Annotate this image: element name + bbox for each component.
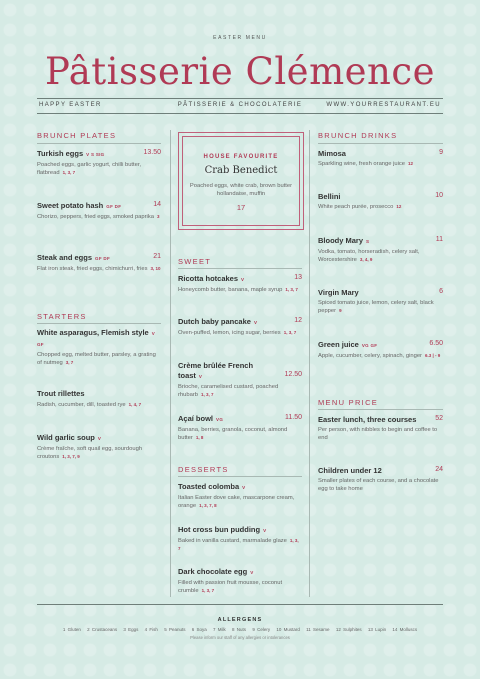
allergen-entry: 13 Lupin xyxy=(367,627,387,632)
item-name: Dark chocolate egg xyxy=(178,567,248,576)
section-rule xyxy=(318,143,443,144)
section-title-desserts: DESSERTS xyxy=(178,465,229,474)
item-name: Bellini xyxy=(318,192,341,201)
section-title-brunch-drinks: BRUNCH DRINKS xyxy=(318,131,398,140)
featured-label: HOUSE FAVOURITE xyxy=(203,154,279,160)
item-name: Easter lunch, three courses xyxy=(318,415,417,424)
item-price: 12 xyxy=(294,317,302,324)
item-description: Brioche, caramelised custard, poached rhubarb xyxy=(178,384,279,398)
menu-item xyxy=(318,415,443,442)
item-tag: S xyxy=(366,239,370,244)
item-allergens: 3, 7 xyxy=(65,360,74,365)
allergens-title: ALLERGENS xyxy=(217,617,263,623)
item-description: Oven-puffed, lemon, icing sugar, berries xyxy=(178,330,281,336)
item-allergens: 1, 3, 7 xyxy=(201,588,215,593)
menu-item xyxy=(318,149,443,168)
item-price: 24 xyxy=(435,466,443,473)
item-allergens: 1, 3, 7, 8 xyxy=(199,503,217,508)
menu-item xyxy=(37,201,161,221)
item-allergens: 1, 4, 7 xyxy=(128,402,142,407)
section-rule xyxy=(37,323,161,324)
item-tag: V S SIG xyxy=(86,152,105,157)
item-name: Steak and eggs xyxy=(37,253,93,262)
menu-item xyxy=(37,433,161,461)
item-name: Dutch baby pancake xyxy=(178,317,251,326)
menu-item xyxy=(318,192,443,211)
item-description: Banana, berries, granola, coconut, almond butter xyxy=(178,427,288,441)
item-description: Crème fraîche, soft quail egg, sourdough croutons xyxy=(37,446,143,460)
item-allergens: 3, 4, 9 xyxy=(359,257,373,262)
featured-name: Crab Benedict xyxy=(204,165,278,176)
menu-item xyxy=(178,361,302,399)
item-description: Baked in vanilla custard, marmalade glaze xyxy=(178,538,287,544)
allergen-entry: 12 Sulphites xyxy=(335,627,362,632)
section-title-menu-price: MENU PRICE xyxy=(318,398,379,407)
item-allergens: 1, 3, 7 xyxy=(285,287,298,292)
item-allergens: 9 xyxy=(339,308,342,313)
item-description: Filled with passion fruit mousse, coconut crumble xyxy=(178,580,283,594)
menu-item xyxy=(37,389,161,409)
item-tag: V xyxy=(263,528,267,533)
item-allergens: 1, 3, 7 xyxy=(62,170,76,175)
section-rule xyxy=(178,476,302,477)
item-allergens: 1, 3, 7 xyxy=(178,538,299,551)
item-name: Açaí bowl xyxy=(178,414,214,423)
featured-price: 17 xyxy=(236,203,246,212)
menu-item xyxy=(178,482,302,510)
item-description: Per person, with nibbles to begin and coffee to end xyxy=(318,427,438,441)
menu-item xyxy=(37,149,161,177)
item-name: Crème brûlée French toast xyxy=(178,361,254,380)
section-rule xyxy=(318,409,443,410)
item-allergens: 12 xyxy=(408,161,414,166)
item-description: White peach purée, prosecco xyxy=(318,204,394,210)
allergen-entry: 8 Nuts xyxy=(232,627,247,632)
header-website: WWW.YOURRESTAURANT.EU xyxy=(326,102,441,108)
item-name: Wild garlic soup xyxy=(37,433,95,442)
section-title-starters: STARTERS xyxy=(37,312,87,321)
item-tag: V GF xyxy=(37,331,156,347)
item-name: Ricotta hotcakes xyxy=(178,274,239,283)
allergen-entry: 5 Peanuts xyxy=(164,627,186,632)
section-rule xyxy=(178,268,302,269)
item-description: Vodka, tomato, horseradish, celery salt, Worcestershire xyxy=(318,249,420,263)
item-name: Virgin Mary xyxy=(318,288,359,297)
allergens-list xyxy=(0,627,480,632)
item-name: Turkish eggs xyxy=(37,149,84,158)
menu-item xyxy=(37,253,161,273)
item-price: 13 xyxy=(294,274,302,281)
item-description: Chopped egg, melted butter, parsley, a grating of nutmeg xyxy=(37,352,156,366)
column-divider-left xyxy=(170,130,171,597)
menu-item xyxy=(178,567,302,595)
section-title-sweet: SWEET xyxy=(178,257,212,266)
item-description: Italian Easter dove cake, mascarpone cream, orange xyxy=(178,495,295,509)
item-price: 11.50 xyxy=(285,414,302,421)
allergen-entry: 11 Sesame xyxy=(306,627,330,632)
item-tag: V xyxy=(198,374,203,379)
allergen-entry: 2 Crustaceans xyxy=(87,627,118,632)
item-price: 13.50 xyxy=(143,149,161,156)
item-price: 6.50 xyxy=(429,340,443,347)
item-tag: VG xyxy=(216,417,224,422)
item-description: Smaller plates of each course, and a chocolate egg to take home xyxy=(318,478,439,492)
menu-item xyxy=(318,288,443,315)
item-name: Sweet potato hash xyxy=(37,201,104,210)
item-name: Green juice xyxy=(318,340,359,349)
item-tag: GF DF xyxy=(106,204,122,209)
menu-item xyxy=(178,317,302,337)
item-description: Apple, cucumber, celery, spinach, ginger xyxy=(318,353,422,359)
item-name: Trout rillettes xyxy=(37,389,85,398)
menu-item xyxy=(178,525,302,553)
menu-item xyxy=(178,414,302,442)
item-allergens: 1, 8 xyxy=(195,435,204,440)
item-price: 6 xyxy=(439,288,443,295)
column-divider-right xyxy=(309,130,310,597)
item-allergens: 12 xyxy=(396,204,402,209)
item-allergens: 6.3 | - 9 xyxy=(424,353,441,358)
house-favourite-box xyxy=(178,132,304,230)
item-price: 12.50 xyxy=(284,371,302,378)
item-tag: V xyxy=(242,485,246,490)
item-price: 10 xyxy=(435,192,443,199)
menu-item xyxy=(318,466,443,493)
allergen-entry: 3 Eggs xyxy=(123,627,139,632)
allergen-entry: 1 Gluten xyxy=(62,627,81,632)
allergen-entry: 14 Molluscs xyxy=(392,627,418,632)
item-tag: GF DF xyxy=(95,256,111,261)
allergen-entry: 4 Fish xyxy=(144,627,158,632)
restaurant-title: Pâtisserie Clémence xyxy=(44,50,435,93)
allergens-note: Please inform our staff of any allergies or intolerances xyxy=(190,635,290,640)
item-description: Flat iron steak, fried eggs, chimichurri, fries xyxy=(37,266,148,272)
menu-item xyxy=(178,274,302,294)
item-description: Spiced tomato juice, lemon, celery salt, black pepper xyxy=(318,300,434,314)
item-name: Mimosa xyxy=(318,149,346,158)
header-rule-bottom xyxy=(37,113,443,114)
allergen-entry: 10 Mustard xyxy=(276,627,300,632)
footer-rule xyxy=(37,604,443,605)
item-name: White asparagus, Flemish style xyxy=(37,328,149,337)
header-greeting: HAPPY EASTER xyxy=(39,102,102,108)
menu-item xyxy=(37,328,161,367)
item-allergens: 1, 3, 7 xyxy=(283,330,297,335)
item-allergens: 3 xyxy=(156,214,160,219)
item-description: Honeycomb butter, banana, maple syrup xyxy=(178,287,283,293)
item-tag: VG GF xyxy=(361,343,378,348)
item-name: Hot cross bun pudding xyxy=(178,525,261,534)
item-price: 9 xyxy=(439,149,443,156)
featured-description: Poached eggs, white crab, brown butter hollandaise, muffin xyxy=(189,183,293,197)
item-allergens: 1, 3, 7 xyxy=(200,392,214,397)
menu-top-label: EASTER MENU xyxy=(213,35,267,41)
item-name: Toasted colomba xyxy=(178,482,240,491)
item-description: Radish, cucumber, dill, toasted rye xyxy=(37,402,126,408)
item-allergens: 3, 10 xyxy=(150,266,161,271)
item-price: 21 xyxy=(153,253,161,260)
section-title-brunch-plates: BRUNCH PLATES xyxy=(37,131,117,140)
item-description: Chorizo, peppers, fried eggs, smoked paprika xyxy=(37,214,154,220)
item-name: Bloody Mary xyxy=(318,236,364,245)
header-subtitle: PÂTISSERIE & CHOCOLATERIE xyxy=(177,102,303,108)
item-description: Sparkling wine, fresh orange juice xyxy=(318,161,406,167)
menu-item xyxy=(318,236,443,264)
item-name: Children under 12 xyxy=(318,466,382,475)
item-price: 52 xyxy=(435,415,443,422)
allergen-entry: 6 Soya xyxy=(191,627,207,632)
header-rule-top xyxy=(37,98,443,99)
item-tag: V xyxy=(250,570,254,575)
item-allergens: 1, 3, 7, 9 xyxy=(62,454,80,459)
section-rule xyxy=(37,143,161,144)
menu-item xyxy=(318,340,443,360)
allergen-entry: 9 Celery xyxy=(252,627,271,632)
allergen-entry: 7 Milk xyxy=(213,627,226,632)
item-tag: V xyxy=(241,277,245,282)
item-description: Poached eggs, garlic yogurt, chilli butter, flatbread xyxy=(37,162,142,176)
item-price: 14 xyxy=(153,201,161,208)
item-tag: V xyxy=(97,436,102,441)
item-tag: V xyxy=(253,320,258,325)
item-price: 11 xyxy=(435,236,443,243)
